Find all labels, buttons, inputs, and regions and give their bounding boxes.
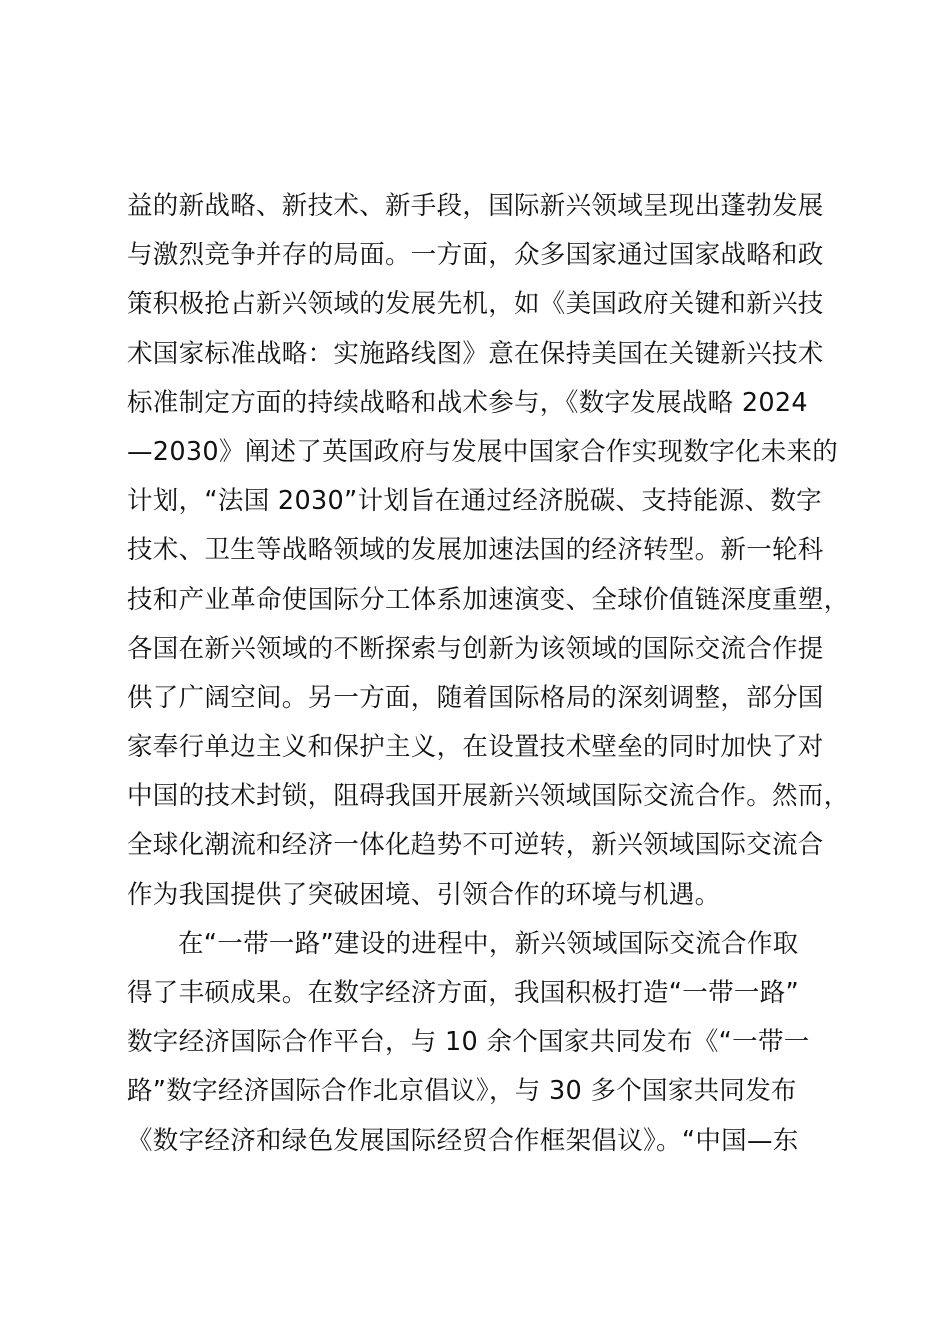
text-line: 与激烈竞争并存的局面。一方面，众多国家通过国家战略和政 [127, 240, 824, 271]
text-line: 技和产业革命使国际分工体系加速演变、全球价值链深度重塑， [127, 584, 850, 615]
text-line: 家奉行单边主义和保护主义，在设置技术壁垒的同时加快了对 [127, 732, 824, 763]
text-line: 术国家标准战略：实施路线图》意在保持美国在关键新兴技术 [127, 338, 824, 369]
text-line: 中国的技术封锁，阻碍我国开展新兴领域国际交流合作。然而， [127, 781, 850, 812]
text-line: 全球化潮流和经济一体化趋势不可逆转，新兴领域国际交流合 [127, 830, 824, 861]
text-line: —2030》阐述了英国政府与发展中国家合作实现数字化未来的 [127, 436, 839, 467]
text-line: 得了丰硕成果。在数字经济方面，我国积极打造“一带一路” [127, 978, 800, 1008]
body-text [127, 182, 850, 1166]
text-line: 标准制定方面的持续战略和战术参与，《数字发展战略 2024 [127, 387, 808, 418]
text-line: 计划，“法国 2030”计划旨在通过经济脱碳、支持能源、数字 [127, 486, 822, 517]
text-line: 数字经济国际合作平台，与 10 余个国家共同发布《“一带一 [127, 1027, 810, 1058]
text-line: 作为我国提供了突破困境、引领合作的环境与机遇。 [127, 879, 721, 910]
text-line: 技术、卫生等战略领域的发展加速法国的经济转型。新一轮科 [127, 535, 824, 566]
text-line: 策积极抢占新兴领域的发展先机，如《美国政府关键和新兴技 [127, 289, 824, 320]
text-line: 各国在新兴领域的不断探索与创新为该领域的国际交流合作提 [127, 633, 824, 664]
text-line: 益的新战略、新技术、新手段，国际新兴领域呈现出蓬勃发展 [127, 191, 824, 221]
text-line: 《数字经济和绿色发展国际经贸合作框架倡议》。“中国—东 [127, 1125, 799, 1156]
text-line: 路”数字经济国际合作北京倡议》，与 30 多个国家共同发布 [127, 1076, 797, 1107]
text-line: 供了广阔空间。另一方面，随着国际格局的深刻调整，部分国 [127, 682, 824, 713]
paragraph-first-line: 在“一带一路”建设的进程中，新兴领域国际交流合作取 [178, 928, 799, 959]
